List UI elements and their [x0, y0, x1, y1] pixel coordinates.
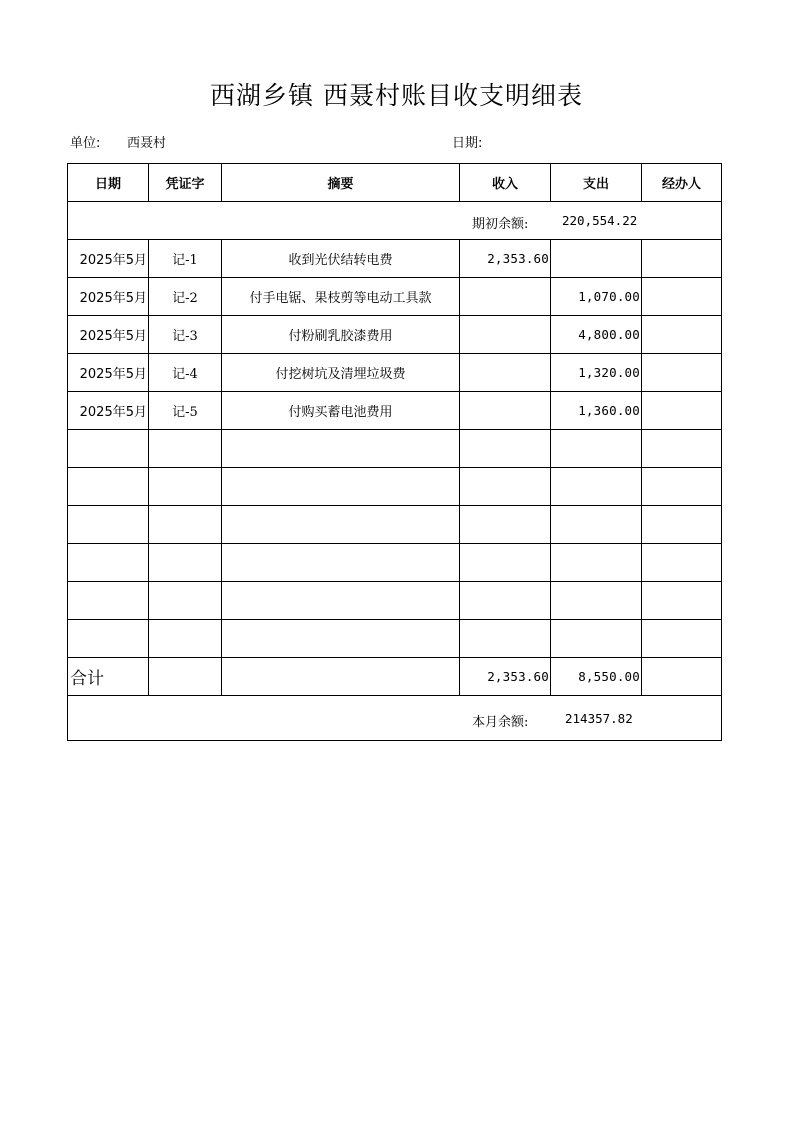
summary-cell [222, 620, 460, 658]
voucher-cell [149, 468, 222, 506]
summary-cell: 付挖树坑及清埋垃圾费 [222, 354, 460, 392]
handler-cell [642, 354, 722, 392]
date-cell: 2025年5月 [68, 240, 149, 278]
expense-cell [551, 468, 642, 506]
table-row [68, 354, 722, 392]
summary-cell: 付购买蓄电池费用 [222, 392, 460, 430]
closing-balance-label: 本月余额: [472, 715, 529, 730]
table-row [68, 430, 722, 468]
opening-balance-label: 期初余额: [472, 217, 529, 232]
header-date: 日期 [68, 164, 149, 202]
income-cell [460, 354, 551, 392]
handler-cell [642, 316, 722, 354]
table-row [68, 316, 722, 354]
opening-balance-row [68, 202, 722, 240]
date-cell: 2025年5月 [68, 316, 149, 354]
header-voucher: 凭证字 [149, 164, 222, 202]
expense-cell [551, 430, 642, 468]
income-cell [460, 544, 551, 582]
date-cell: 2025年5月 [68, 354, 149, 392]
expense-cell [551, 582, 642, 620]
date-cell [68, 430, 149, 468]
table-row [68, 392, 722, 430]
ledger-table [67, 163, 722, 741]
opening-balance-cell [68, 202, 722, 240]
summary-cell [222, 506, 460, 544]
summary-cell: 付手电锯、果枝剪等电动工具款 [222, 278, 460, 316]
voucher-cell [149, 506, 222, 544]
voucher-cell [149, 544, 222, 582]
date-cell [68, 468, 149, 506]
unit-value: 西聂村 [127, 136, 167, 151]
closing-balance-row [68, 696, 722, 741]
header-income: 收入 [460, 164, 551, 202]
table-row [68, 240, 722, 278]
voucher-cell: 记-3 [149, 316, 222, 354]
table-row [68, 506, 722, 544]
income-cell [460, 278, 551, 316]
table-header-row [68, 164, 722, 202]
table-row [68, 582, 722, 620]
handler-cell [642, 582, 722, 620]
expense-cell [551, 544, 642, 582]
date-cell [68, 582, 149, 620]
header-expense: 支出 [551, 164, 642, 202]
income-cell [460, 392, 551, 430]
income-cell [460, 620, 551, 658]
total-label: 合计 [68, 658, 149, 696]
total-summary-cell [222, 658, 460, 696]
total-income: 2,353.60 [460, 658, 551, 696]
date-cell: 2025年5月 [68, 278, 149, 316]
handler-cell [642, 544, 722, 582]
header-summary: 摘要 [222, 164, 460, 202]
income-cell [460, 468, 551, 506]
summary-cell [222, 582, 460, 620]
expense-cell [551, 506, 642, 544]
voucher-cell: 记-1 [149, 240, 222, 278]
expense-cell [551, 620, 642, 658]
voucher-cell: 记-5 [149, 392, 222, 430]
handler-cell [642, 506, 722, 544]
total-handler-cell [642, 658, 722, 696]
opening-balance-value: 220,554.22 [562, 213, 638, 228]
expense-cell: 1,070.00 [551, 278, 642, 316]
income-cell [460, 506, 551, 544]
handler-cell [642, 392, 722, 430]
date-cell: 2025年5月 [68, 392, 149, 430]
total-voucher-cell [149, 658, 222, 696]
summary-cell [222, 544, 460, 582]
handler-cell [642, 620, 722, 658]
income-cell [460, 582, 551, 620]
summary-cell: 付粉刷乳胶漆费用 [222, 316, 460, 354]
summary-cell [222, 468, 460, 506]
summary-cell [222, 430, 460, 468]
table-row [68, 544, 722, 582]
voucher-cell: 记-4 [149, 354, 222, 392]
expense-cell [551, 240, 642, 278]
unit-label: 单位: [70, 136, 101, 151]
handler-cell [642, 278, 722, 316]
ledger-body [68, 240, 722, 658]
date-label: 日期: [452, 136, 483, 151]
handler-cell [642, 468, 722, 506]
closing-balance-value: 214357.82 [565, 711, 633, 726]
total-row [68, 658, 722, 696]
expense-cell: 1,320.00 [551, 354, 642, 392]
summary-cell: 收到光伏结转电费 [222, 240, 460, 278]
closing-balance-cell [68, 696, 722, 741]
page-title: 西湖乡镇 西聂村账目收支明细表 [210, 81, 583, 110]
income-cell [460, 430, 551, 468]
handler-cell [642, 430, 722, 468]
date-cell [68, 506, 149, 544]
total-expense: 8,550.00 [551, 658, 642, 696]
voucher-cell [149, 582, 222, 620]
voucher-cell [149, 620, 222, 658]
table-row [68, 278, 722, 316]
income-cell [460, 316, 551, 354]
handler-cell [642, 240, 722, 278]
income-cell: 2,353.60 [460, 240, 551, 278]
header-handler: 经办人 [642, 164, 722, 202]
expense-cell: 4,800.00 [551, 316, 642, 354]
voucher-cell: 记-2 [149, 278, 222, 316]
expense-cell: 1,360.00 [551, 392, 642, 430]
table-row [68, 620, 722, 658]
date-cell [68, 620, 149, 658]
table-row [68, 468, 722, 506]
date-cell [68, 544, 149, 582]
voucher-cell [149, 430, 222, 468]
